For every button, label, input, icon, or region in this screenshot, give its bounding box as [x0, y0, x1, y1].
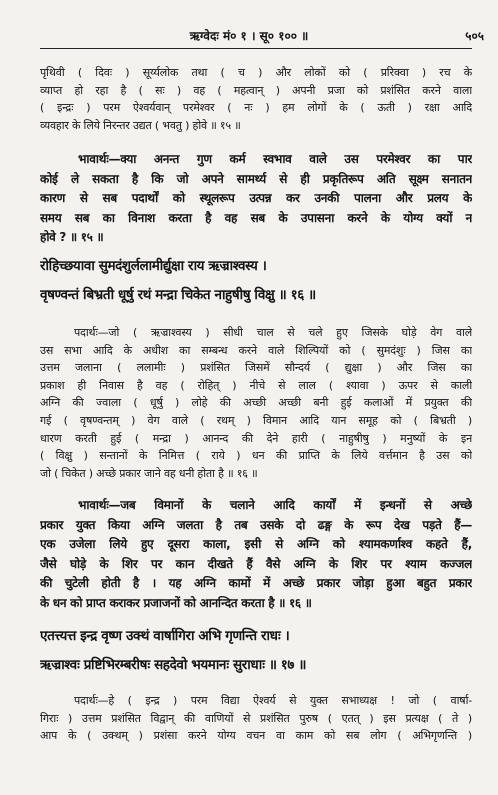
page-header: [0, 27, 498, 45]
text-line: भावार्थः—क्या अनन्त गुण कर्म स्वभाव वाले उस परमेश्वर का पार: [78, 152, 472, 166]
bhavartha-16: [40, 496, 472, 613]
text-line: पृथिवी ( दिवः ) सूर्य्यलोक तथा ( च ) और लोकों को ( प्ररिक्वा ) रच के: [40, 66, 472, 79]
text-line: प्रकार युक्त किया अग्नि जलता है तब उसके दो ढङ्ग के रूप देख पड़ते हैं—: [40, 517, 472, 532]
text-line: ( विक्षु ) सन्तानों के निमित्त ( राये ) धन की प्राप्ति के लिये वर्त्तमान है उस को: [40, 449, 472, 463]
text-line: के धन को प्राप्त कराकर प्रजाजनों को आनन्दित करता है ॥ १६ ॥: [40, 595, 312, 610]
text-line: ( इन्द्रः ) परम ऐश्वर्यवान् परमेश्वर ( नः ) हम लोगों के ( ऊती ) रक्षा आदि: [40, 101, 472, 115]
text-line: गिराः ) उत्तम प्रशंसित विद्वान् की वाणियों से प्रशंसित पुरुष ( एतत् ) इस प्रत्यक्ष ( ते ): [40, 711, 472, 725]
text-line: गई ( वृषण्वन्तम् ) वेग वाले ( रथम् ) विमान आदि यान समूह को ( बिभ्रती ): [40, 413, 472, 427]
mantra-line: ऋज्राश्वः प्रष्टिभिरम्बरीषः सहदेवो भयमानः सुराधाः ॥ १७ ॥: [40, 657, 307, 673]
text-line: समय सब का विनाश करता है वह सब के उपासना करने के योग्य क्यों न: [40, 210, 472, 225]
mantra-line: वृषण्वन्तं बिभ्रती धूर्षु रथं मन्द्रा चिकेत नाहुषीषु विक्षु ॥ १६ ॥: [40, 287, 316, 303]
text-line: होवे ? ॥ १५ ॥: [40, 230, 104, 244]
padartha-17: [40, 692, 472, 745]
padartha-16: [40, 324, 472, 482]
mantra-line: रोहिच्छयावा सुमदंशुर्ललामीर्द्युक्षा राय ऋज्राश्वस्य ।: [40, 258, 267, 274]
text-line: प्रकाश ही निवास है वह ( रोहित् ) नीचे से लाल ( श्यावा ) ऊपर से काली: [40, 378, 472, 392]
padartha-continuation: [40, 64, 472, 134]
text-line: एक उजेला लिये हुए दूसरा काला, इसी से अग्नि को श्यामकर्णाश्व कहते हैं,: [40, 537, 472, 551]
bhavartha-15: [40, 150, 472, 248]
text-line: अग्नि की ज्वाला ( धूर्षु ) लोहे की अच्छी अच्छी बनी हुई कलाओं में प्रयुक्त की: [40, 396, 472, 410]
running-title: ऋग्वेदः मं० १ । सू० १०० ॥: [189, 29, 309, 43]
text-line: उस सभा आदि के अधीश का सम्बन्ध करने वाले शिल्पियों को ( सुमदंशुः ) जिस का: [40, 343, 472, 357]
header-rule: [40, 48, 472, 49]
mantra-17: [40, 622, 480, 680]
text-line: धारण करती हुई ( मन्द्रा ) आनन्द की देने हारी ( नाहुषीषु ) मनुष्यों के इन: [40, 431, 472, 445]
text-line: आप के ( उक्थम् ) प्रशंसा करने योग्य वचन वा काम को सब लोग ( अभिगृणन्ति ): [40, 729, 472, 743]
mantra-16: [40, 252, 480, 310]
text-line: उत्तम जलाना ( ललामीः ) प्रशंसित जिसमें सौन्दर्य ( द्युक्षा ) और जिस का: [40, 361, 472, 375]
text-line: जो ( चिकेत ) अच्छे प्रकार जाने वह धनी होता है ॥ १६ ॥: [40, 466, 258, 480]
text-line: व्याप्त हो रहा है ( सः ) वह ( महत्वान् ) अपनी प्रजा को प्रशंसित करने वाला: [40, 83, 472, 97]
text-line: जैसे घोड़े के शिर पर कान दीखते हैं वैसे अग्नि के शिर पर श्याम कज्जल: [40, 556, 472, 571]
text-line: व्यवहार के लिये निरन्तर उद्यत ( भवतु ) होवे ॥ १५ ॥: [40, 118, 241, 132]
page-number: ५०५: [465, 29, 484, 43]
mantra-line: एतत्त्यत्त इन्द्र वृष्ण उक्थं वार्षागिरा अभि गृणन्ति राधः ।: [40, 628, 290, 644]
text-line: की चुटेली होती है । यह अग्नि कामों में अच्छे प्रकार जोड़ा हुआ बहुत प्रकार: [40, 576, 472, 590]
text-line: पदार्थः—जो ( ऋज्राश्वस्य ) सीधी चाल से चले हुए जिसके घोड़े वेग वाले: [74, 326, 472, 339]
text-line: कारण से सब पदार्थों को स्थूलरूप उत्पन्न कर उनकी पालना और प्रलय के: [40, 191, 472, 205]
text-line: कोई ले सकता है कि जो अपने सामर्थ्य से ही प्रकृतिरूप अति सूक्ष्म सनातन: [40, 171, 472, 186]
text-line: भावार्थः—जब विमानों के चलाने आदि कार्यों में इन्धनों से अच्छे: [78, 498, 472, 512]
text-line: पदार्थः—हे ( इन्द्र ) परम विद्या ऐश्वर्य से युक्त सभाध्यक्ष ! जो ( वार्षा-: [74, 694, 472, 707]
